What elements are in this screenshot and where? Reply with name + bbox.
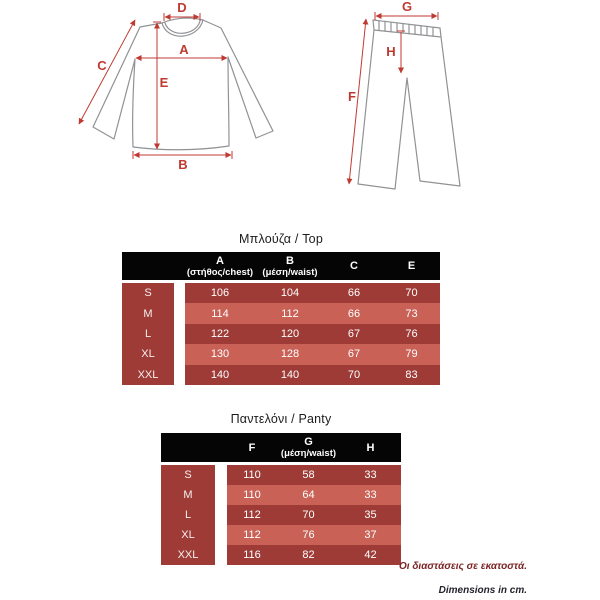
column-letter: G <box>304 436 313 448</box>
pants-outline <box>358 20 460 189</box>
column-letter: B <box>286 254 294 267</box>
column-gap <box>215 525 227 545</box>
column-header-C <box>325 252 383 280</box>
column-gap <box>174 303 185 323</box>
measurement-value: 140 <box>255 365 325 385</box>
table-body <box>122 283 440 385</box>
size-label: XXL <box>122 365 174 385</box>
note-greek: Οι διαστάσεις σε εκατοστά. <box>398 561 527 572</box>
measurement-value: 130 <box>185 344 255 364</box>
shirt-label-neck: D <box>177 0 187 15</box>
measurement-value: 70 <box>383 283 440 303</box>
column-gap <box>174 365 185 385</box>
column-gap <box>215 485 227 505</box>
pants-diagram <box>330 0 540 210</box>
column-header-E <box>383 252 440 280</box>
measurement-value: 116 <box>227 545 277 565</box>
pants-measure-lines <box>349 12 438 184</box>
table-header-row <box>122 252 440 280</box>
measurement-value: 37 <box>340 525 401 545</box>
column-letter: F <box>248 441 256 454</box>
measurement-value: 82 <box>277 545 340 565</box>
column-subtitle: (μέση/waist) <box>262 266 318 278</box>
measurement-value: 33 <box>340 485 401 505</box>
measurement-value: 67 <box>325 344 383 364</box>
measurement-value: 122 <box>185 324 255 344</box>
measurement-value: 112 <box>255 303 325 323</box>
measurement-value: 104 <box>255 283 325 303</box>
measurement-value: 58 <box>277 465 340 485</box>
column-letter: E <box>407 260 416 272</box>
shirt-measure-lines <box>79 13 232 159</box>
pants-table-title: Παντελόνι / Panty <box>230 412 332 426</box>
measurement-value: 70 <box>325 365 383 385</box>
pants-size-table-block <box>161 406 401 565</box>
measurement-value: 140 <box>185 365 255 385</box>
size-row-S <box>161 465 401 485</box>
shirt-label-chest: A <box>179 42 189 57</box>
measurement-value: 106 <box>185 283 255 303</box>
size-label: S <box>122 283 174 303</box>
size-row-XL <box>122 344 440 364</box>
pants-label-waist: G <box>401 0 413 14</box>
shirt-label-sleeve: C <box>97 58 107 73</box>
measurement-value: 70 <box>277 505 340 525</box>
column-letter: C <box>350 260 358 272</box>
pants-label-rise: H <box>386 44 396 59</box>
size-label: S <box>161 465 215 485</box>
size-label: L <box>122 324 174 344</box>
size-label: M <box>161 485 215 505</box>
column-header-B <box>255 252 325 280</box>
measurement-value: 67 <box>325 324 383 344</box>
size-label: XXL <box>161 545 215 565</box>
column-gap <box>215 545 227 565</box>
measurement-value: 66 <box>325 283 383 303</box>
size-label: L <box>161 505 215 525</box>
column-header-A <box>185 252 255 280</box>
size-label: M <box>122 303 174 323</box>
column-subtitle: (στήθος/chest) <box>186 266 254 278</box>
shirt-label-length: E <box>159 75 169 90</box>
size-label: XL <box>122 344 174 364</box>
pants-size-table <box>161 433 401 565</box>
measurement-value: 128 <box>255 344 325 364</box>
measurement-value: 33 <box>340 465 401 485</box>
size-row-M <box>161 485 401 505</box>
measurement-value: 110 <box>227 465 277 485</box>
note-english: Dimensions in cm. <box>438 585 527 596</box>
shirt-label-hem: B <box>178 157 188 172</box>
top-size-table <box>122 252 440 385</box>
column-gap <box>174 344 185 364</box>
column-gap <box>215 465 227 485</box>
size-row-M <box>122 303 440 323</box>
size-label: XL <box>161 525 215 545</box>
measurement-value: 114 <box>185 303 255 323</box>
top-size-table-block <box>122 226 440 385</box>
shirt-diagram <box>60 0 320 210</box>
size-row-L <box>161 505 401 525</box>
column-header-H <box>340 433 401 462</box>
size-row-XXL <box>122 365 440 385</box>
measurement-value: 64 <box>277 485 340 505</box>
measurement-value: 120 <box>255 324 325 344</box>
size-row-XL <box>161 525 401 545</box>
size-row-L <box>122 324 440 344</box>
size-row-S <box>122 283 440 303</box>
column-gap <box>174 283 185 303</box>
shirt-outline <box>93 18 273 150</box>
measurement-value: 79 <box>383 344 440 364</box>
measurement-value: 76 <box>383 324 440 344</box>
size-row-XXL <box>161 545 401 565</box>
measurement-value: 110 <box>227 485 277 505</box>
table-body <box>161 465 401 565</box>
measurement-value: 83 <box>383 365 440 385</box>
measurement-value: 112 <box>227 505 277 525</box>
measurement-value: 35 <box>340 505 401 525</box>
table-header-row <box>161 433 401 462</box>
top-table-title: Μπλούζα / Top <box>239 232 323 246</box>
column-header-G <box>277 433 340 462</box>
measurement-value: 76 <box>277 525 340 545</box>
column-letter: A <box>216 254 224 267</box>
column-subtitle: (μέση/waist) <box>280 448 337 459</box>
column-gap <box>215 505 227 525</box>
measurement-value: 112 <box>227 525 277 545</box>
column-gap <box>174 324 185 344</box>
measurement-value: 66 <box>325 303 383 323</box>
measurement-value: 73 <box>383 303 440 323</box>
measurement-value: 42 <box>340 545 401 565</box>
column-letter: H <box>366 441 375 454</box>
pants-label-outseam: F <box>348 89 356 104</box>
column-header-F <box>227 433 277 462</box>
